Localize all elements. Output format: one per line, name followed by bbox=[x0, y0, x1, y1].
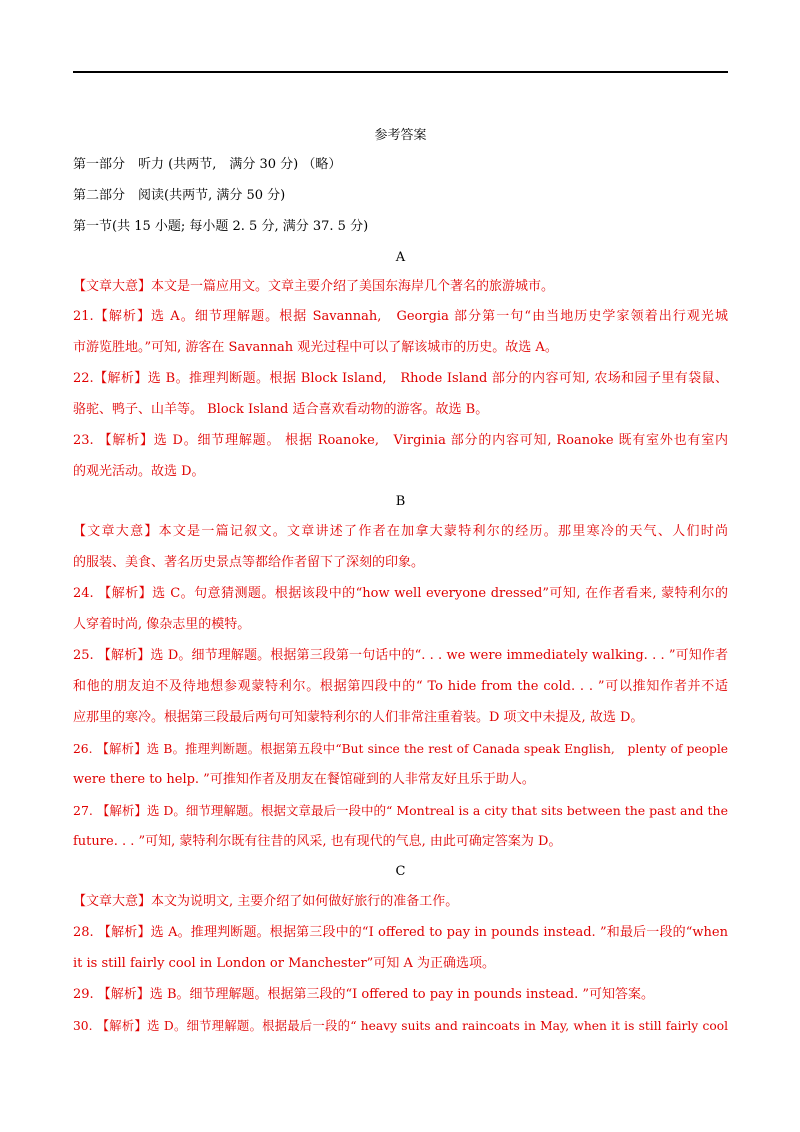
answer-line: 25. 【解析】选 D。细节理解题。根据第三段第一句话中的“. . . we were immediately walking. . . ”可知作者 bbox=[73, 648, 728, 663]
answer-line: 骆驼、鸭子、山羊等。 Block Island 适合喜欢看动物的游客。故选 B。 bbox=[73, 402, 489, 417]
answer-line: future. . . ”可知, 蒙特利尔既有往昔的风采, 也有现代的气息, 由此可确定答案为 D。 bbox=[73, 834, 562, 849]
answer-line: 29. 【解析】选 B。细节理解题。根据第三段的“I offered to pay in pounds instead. ”可知答案。 bbox=[73, 987, 655, 1002]
passage-summary-b: 【文章大意】本文是一篇记叙文。文章讲述了作者在加拿大蒙特利尔的经历。那里寒冷的天气、人们时尚 bbox=[73, 524, 728, 539]
answer-line: 28. 【解析】选 A。推理判断题。根据第三段中的“I offered to pay in pounds instead. ”和最后一段的“when bbox=[73, 925, 728, 940]
answer-line: 市游览胜地。”可知, 游客在 Savannah 观光过程中可以了解该城市的历史。故选 A。 bbox=[73, 340, 558, 355]
answer-line: 人穿着时尚, 像杂志里的模特。 bbox=[73, 617, 251, 632]
passage-summary-c: 【文章大意】本文为说明文, 主要介绍了如何做好旅行的准备工作。 bbox=[73, 894, 459, 909]
section-letter-a: A bbox=[395, 250, 406, 265]
answer-line: it is still fairly cool in London or Manchester”可知 A 为正确选项。 bbox=[73, 956, 495, 971]
answer-line: 24. 【解析】选 C。句意猜测题。根据该段中的“how well everyone dressed”可知, 在作者看来, 蒙特利尔的 bbox=[73, 586, 728, 601]
section-letter-c: C bbox=[395, 864, 406, 879]
answer-line: 和他的朋友迫不及待地想参观蒙特利尔。根据第四段中的“ To hide from the cold. . . ”可以推知作者并不适 bbox=[73, 679, 728, 694]
section-one-heading: 第一节(共 15 小题; 每小题 2. 5 分, 满分 37. 5 分) bbox=[73, 219, 369, 234]
answer-line: 21.【解析】选 A。细节理解题。根据 Savannah, Georgia 部分第一句“由当地历史学家领着出行观光城 bbox=[73, 309, 728, 324]
answer-line: 23. 【解析】选 D。细节理解题。 根据 Roanoke, Virginia 部分的内容可知, Roanoke 既有室外也有室内 bbox=[73, 433, 728, 448]
part-one-heading: 第一部分 听力 (共两节, 满分 30 分) （略） bbox=[73, 157, 342, 172]
section-letter-b: B bbox=[395, 494, 406, 509]
answer-line: 的观光活动。故选 D。 bbox=[73, 464, 205, 479]
answer-line: 27. 【解析】选 D。细节理解题。根据文章最后一段中的“ Montreal is a city that sits between the past and the bbox=[73, 803, 728, 818]
part-two-heading: 第二部分 阅读(共两节, 满分 50 分) bbox=[73, 188, 286, 203]
passage-summary-a: 【文章大意】本文是一篇应用文。文章主要介绍了美国东海岸几个著名的旅游城市。 bbox=[73, 279, 555, 294]
passage-summary-b: 的服装、美食、著名历史景点等都给作者留下了深刻的印象。 bbox=[73, 555, 425, 570]
answer-line: 22.【解析】选 B。推理判断题。根据 Block Island, Rhode Island 部分的内容可知, 农场和园子里有袋鼠、 bbox=[73, 371, 728, 386]
page-title: 参考答案 bbox=[374, 128, 427, 143]
answer-line: were there to help. ”可推知作者及朋友在餐馆碰到的人非常友好且乐于助人。 bbox=[73, 772, 535, 787]
answer-line: 应那里的寒冷。根据第三段最后两句可知蒙特利尔的人们非常注重着装。D 项文中未提及, 故选 D。 bbox=[73, 710, 644, 725]
answer-line: 30. 【解析】选 D。细节理解题。根据最后一段的“ heavy suits and raincoats in May, when it is still fairly cool bbox=[73, 1019, 728, 1033]
answer-line: 26. 【解析】选 B。推理判断题。根据第五段中“But since the rest of Canada speak English, plenty of people bbox=[73, 742, 728, 756]
header-rule bbox=[73, 71, 728, 73]
